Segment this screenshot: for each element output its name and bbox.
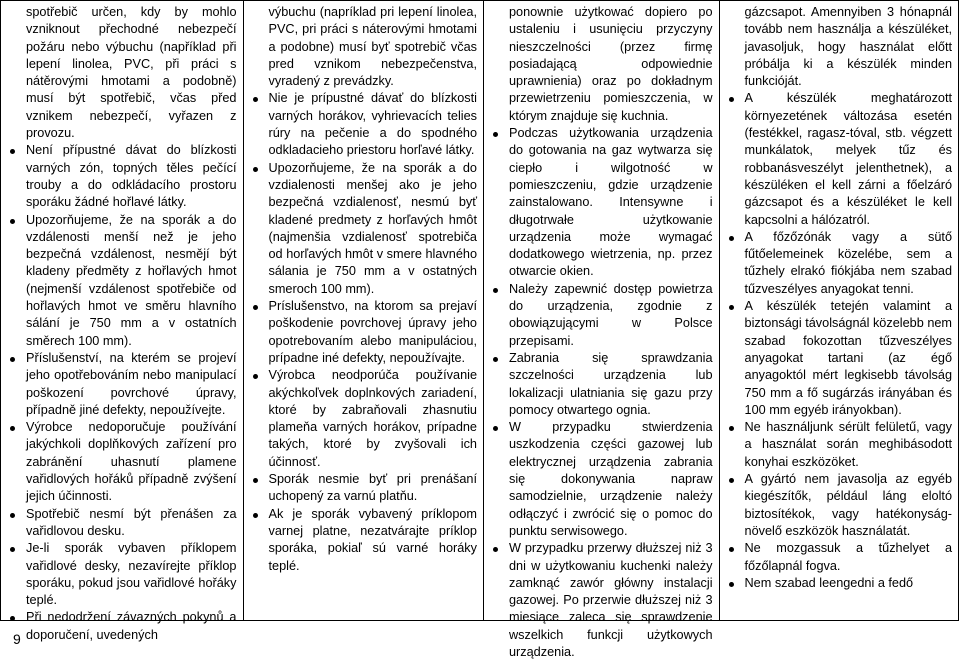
column-czech <box>1 1 244 642</box>
bullet-item: Nem szabad leengedni a fedő <box>724 575 953 592</box>
paragraph-lead: gázcsapot. Amennyiben 3 hónapnál tovább nem használja a készüléket, javasoljuk, hogy használat előtt próbálja ki a készülék minden funkcióját. <box>744 5 953 89</box>
bullet-item: Príslušenstvo, na ktorom sa prejaví poškodenie povrchovej úpravy jeho opotrebovaním alebo manipuláciou, prípadne iné defekty, nepoužívajte. <box>248 298 478 367</box>
bullet-item: Výrobca neodporúča používanie akýchkoľvek doplnkových zariadení, ktoré by zabraňovali zhasnutiu plameňa varných horákov, prípadne takých, ktoré by zvyšovali ich účinnosť. <box>248 367 478 471</box>
bullet-item: Spotřebič nesmí být přenášen za vařidlovou desku. <box>5 506 237 541</box>
bullet-item: Ne mozgassuk a tűzhelyet a főzőlapnál fogva. <box>724 540 953 575</box>
bullet-item: A gyártó nem javasolja az egyéb kiegészítők, például láng eloltó biztosítékok, vagy hatékonyság-növelő eszközök használatát. <box>724 471 953 540</box>
bullet-item: W przypadku przerwy dłuższej niż 3 dni w użytkowaniu kuchenki należy zamknąć zawór główny instalacji gazowej. Po przerwie dłuższej niż 3 miesiące zaleca się sprawdzenie wszelkich funkcji użytkowych urządzenia. <box>488 540 713 661</box>
paragraph-lead: ponownie użytkować dopiero po ustaleniu i usunięciu przyczyny nieszczelności (przez firmę posiadającą odpowiednie uprawnienia) oraz po dokładnym przewietrzeniu pomieszczenia, w którym znajduje się kuchnia. <box>509 5 713 123</box>
column-polish <box>484 1 720 659</box>
bullet-item: A készülék meghatározott környezetének változása esetén (festékkel, ragasz-tóval, stb. végzett munkálatok, melyek tűz és robbanásveszélyt jelenthetnek), a készüléken el kell zárni a főelzáró gázcsapot és a készüléket le kell kapcsolni a hálózatról. <box>724 90 953 228</box>
page-number: 9 <box>13 631 21 647</box>
bullet-item: A főzőzónák vagy a sütő fűtőelemeinek közelébe, sem a tűzhely elrakó fiókjába nem szabad tűzveszélyes anyagokat tenni. <box>724 229 953 298</box>
bullet-item: Zabrania się sprawdzania szczelności urządzenia lub lokalizacji ulatniania się gazu przy pomocy otwartego ognia. <box>488 350 713 419</box>
bullet-item: Je-li sporák vybaven příklopem vařidlové desky, nezavírejte příklop sporáku, pokud jsou vařidlové hořáky teplé. <box>5 540 237 609</box>
bullet-item: Výrobce nedoporučuje používání jakýchkoli doplňkových zařízení pro zabránění uhasnutí plamene vařidlových hořáků případně zvýšení jejich účinnosti. <box>5 419 237 505</box>
paragraph-lead: výbuchu (napríklad pri lepení linolea, PVC, pri práci s náterovými hmotami a podobne) musí byť spotrebič včas pred vznikom nebezpečenstva, vyradený z prevádzky. <box>268 5 477 89</box>
bullet-item: Ne használjunk sérült felületű, vagy a használat során meghibásodott konyhai eszközöket. <box>724 419 953 471</box>
paragraph-lead: spotřebič určen, kdy by mohlo vzniknout přechodné nebezpečí požáru nebo výbuchu (například při lepení linolea, PVC, při práci s nátěrovými hmotami a podobně) musí být spotřebič, včas před vznikem nebezpečí, vyřazen z provozu. <box>26 5 237 141</box>
bullet-item: W przypadku stwierdzenia uszkodzenia części gazowej lub elektrycznej urządzenia zabrania się dokonywania napraw samodzielnie, urządzenie należy odłączyć i zwrócić się o pomoc do punktu serwisowego. <box>488 419 713 540</box>
bullet-item: Není přípustné dávat do blízkosti varných zón, topných těles pečící trouby a do odkládacího prostoru sporáku žádné hořlavé látky. <box>5 142 237 211</box>
bullet-item: Sporák nesmie byť pri prenášaní uchopený za varnú platňu. <box>248 471 478 506</box>
bullet-item: Upozorňujeme, že na sporák a do vzdálenosti menší než je jeho bezpečná vzdálenost, nesmějí být kladeny předměty z hořlavých hmot (nejmenší vzdálenost spotřebiče od hořlavých hmot ve směru hlavního sálání je 750 mm a v ostatních směrech 100 mm). <box>5 212 237 350</box>
bullet-item: Příslušenství, na kterém se projeví jeho opotřebováním nebo manipulací poškození povrchové úpravy, případně jiné defekty, nepoužívejte. <box>5 350 237 419</box>
bullet-item: Nie je prípustné dávať do blízkosti varných horákov, vyhrievacích telies rúry na pečenie a do spodného odkladacieho priestoru horľavé látky. <box>248 90 478 159</box>
bullet-item: Ak je sporák vybavený príklopom varnej platne, nezatvárajte príklop sporáka, pokiaľ sú varné horáky teplé. <box>248 506 478 575</box>
bullet-item: Należy zapewnić dostęp powietrza do urządzenia, zgodnie z obowiązującymi w Polsce przepisami. <box>488 281 713 350</box>
bullet-item: Upozorňujeme, že na sporák a do vzdialenosti menšej ako je jeho bezpečná vzdialenosť, nesmú byť kladené predmety z horľavých hmôt (najmenšia vzdialenosť spotrebiča od horľavých hmôt v smere hlavného sálania je 750 mm a v ostatných smeroch 100 mm). <box>248 160 478 298</box>
bullet-item: Podczas użytkowania urządzenia do gotowania na gaz wytwarza się ciepło i wilgotność w pomieszczeniu, gdzie urządzenie zainstalowano. Intensywne i długotrwałe użytkowanie urządzenia może wymagać dodatkowego wietrzenia, np. przez otwarcie okien. <box>488 125 713 281</box>
column-slovak <box>244 1 485 620</box>
bullet-item: Při nedodržení závazných pokynů a doporučení, uvedených <box>5 609 237 644</box>
bullet-item: A készülék tetején valamint a biztonsági távolságnál közelebb nem szabad fokozottan tűzveszélyes anyagokat tartani (az égő anyagoktól mért legkisebb távolság 750 mm a fő sugárzás irányában és 100 mm egyéb irányokban). <box>724 298 953 419</box>
column-hungarian <box>720 1 959 620</box>
